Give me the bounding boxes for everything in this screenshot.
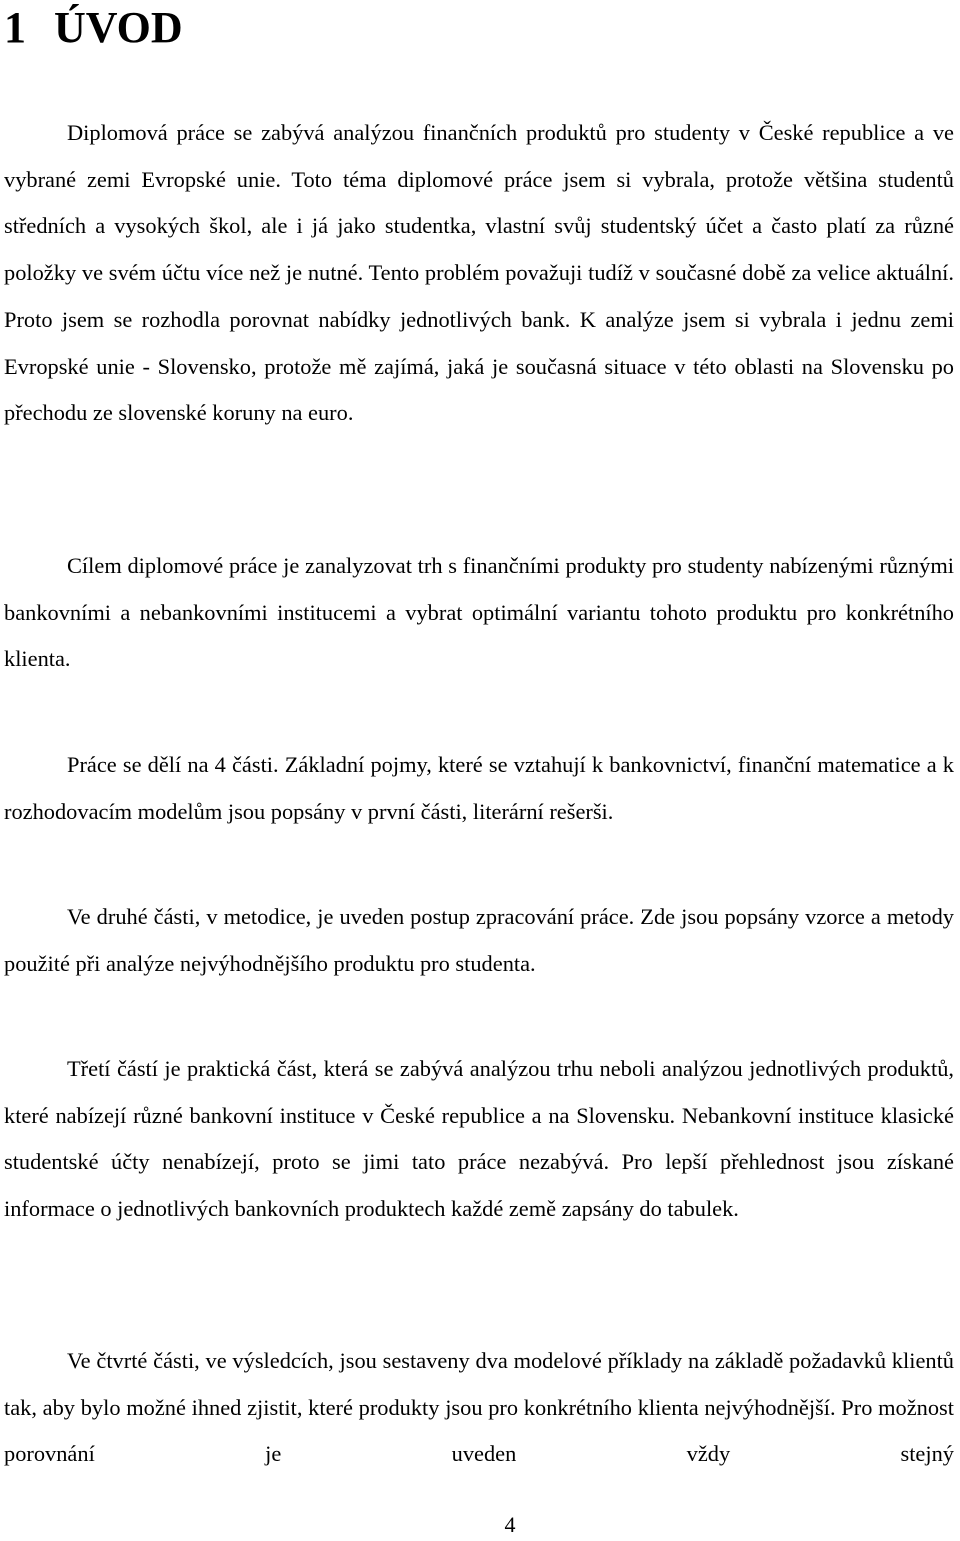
chapter-number: 1 (4, 3, 26, 52)
page-number: 4 (504, 1512, 516, 1537)
paragraph-structure: Práce se dělí na 4 části. Základní pojmy, které se vztahují k bankovnictví, finanční matematice a k rozhodovacím modelům jsou popsány v první části, literární rešerši. (4, 752, 954, 824)
chapter-title: ÚVOD (54, 3, 183, 52)
chapter-heading (4, 2, 183, 54)
paragraph-methodology: Ve druhé části, v metodice, je uveden postup zpracování práce. Zde jsou popsány vzorce a metody použité při analýze nejvýhodnějšího produktu pro studenta. (4, 904, 954, 976)
paragraph-introduction: Diplomová práce se zabývá analýzou finančních produktů pro studenty v České republice a ve vybrané zemi Evropské unie. Toto téma diplomové práce jsem si vybrala, protože většina studentů středních a vysokých škol, ale i já jako studentka, vlastní svůj studentský účet a často platí za různé položky ve svém účtu více než je nutné. Tento problém považuji tudíž v současné době za velice aktuální. Proto jsem se rozhodla porovnat nabídky jednotlivých bank. K analýze jsem si vybrala i jednu zemi Evropské unie - Slovensko, protože mě zajímá, jaká je současná situace v této oblasti na Slovensku po přechodu ze slovenské koruny na euro. (4, 120, 954, 426)
paragraph-practical-part: Třetí částí je praktická část, která se zabývá analýzou trhu neboli analýzou jednotlivých produktů, které nabízejí různé bankovní instituce v České republice a na Slovensku. Nebankovní instituce klasické studentské účty nenabízejí, proto se jimi tato práce nezabývá. Pro lepší přehlednost jsou získané informace o jednotlivých bankovních produktech každé země zapsány do tabulek. (4, 1056, 954, 1222)
paragraph-results: Ve čtvrté části, ve výsledcích, jsou sestaveny dva modelové příklady na základě požadavků klientů tak, aby bylo možné ihned zjistit, které produkty jsou pro konkrétního klienta nejvýhodnější. Pro možnost porovnání je uveden vždy stejný (4, 1348, 954, 1467)
paragraph-goal: Cílem diplomové práce je zanalyzovat trh s finančními produkty pro studenty nabízenými různými bankovními a nebankovními institucemi a vybrat optimální variantu tohoto produktu pro konkrétního klienta. (4, 553, 954, 672)
